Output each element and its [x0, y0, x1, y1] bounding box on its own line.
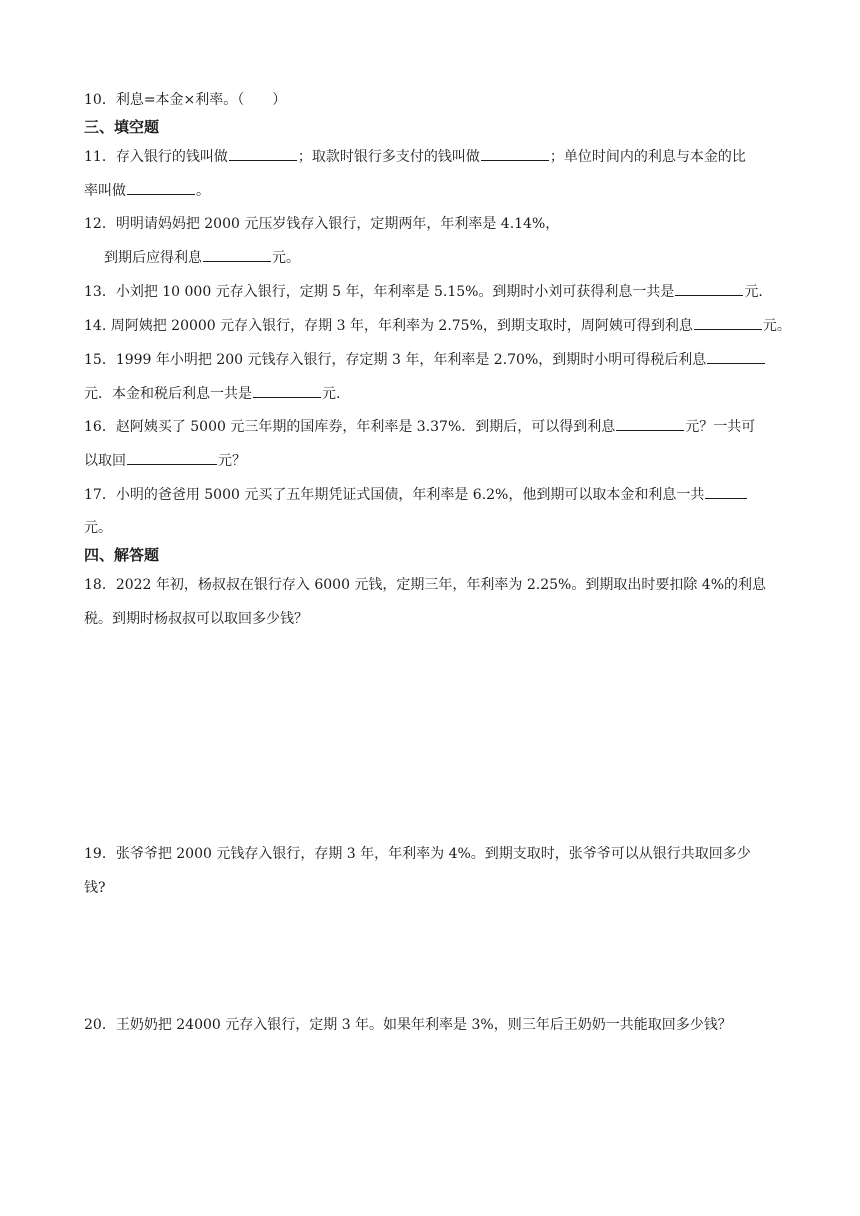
question-13-text-a: 13．小刘把 10 000 元存入银行，定期 5 年，年利率是 5.15%。到期时小刘可获得利息一共是	[84, 284, 675, 300]
question-17-line-2	[84, 518, 112, 538]
question-17-line-1	[84, 484, 748, 505]
question-16-text-a: 16．赵阿姨买了 5000 元三年期的国库券，年利率是 3.37%．到期后，可以得到利息	[84, 419, 616, 435]
question-17-text-b: 元。	[84, 520, 112, 536]
question-15-text-b: 元．本金和税后利息一共是	[84, 386, 252, 402]
question-19-text-b: 钱?	[84, 880, 106, 896]
question-15-line-2	[84, 383, 340, 404]
question-13	[84, 281, 763, 302]
question-11-text-b: ；取款时银行多支付的钱叫做	[297, 149, 480, 165]
question-18-line-2	[84, 609, 308, 629]
answer-blank[interactable]	[127, 450, 217, 465]
question-11-text-c: ；单位时间内的利息与本金的比	[549, 149, 746, 165]
question-11-line-1	[84, 146, 746, 167]
question-15-text-c: 元.	[322, 386, 341, 402]
answer-blank[interactable]	[694, 315, 762, 330]
question-14-text-b: 元。	[762, 318, 791, 334]
answer-blank[interactable]	[127, 180, 195, 195]
answer-blank[interactable]	[675, 281, 743, 296]
question-19-line-2	[84, 878, 106, 898]
question-11-text-e: 。	[196, 183, 210, 199]
question-14	[84, 315, 791, 336]
question-20-text-a: 20．王奶奶把 24000 元存入银行，定期 3 年。如果年利率是 3%，则三年后王奶奶一共能取回多少钱？	[84, 1017, 732, 1033]
question-11-line-2	[84, 180, 210, 201]
question-12-text-b: 到期后应得利息	[104, 250, 202, 266]
question-16-text-c: 以取回	[84, 453, 126, 469]
section-fill-in-heading: 三、填空题	[84, 118, 160, 136]
question-13-text-b: 元.	[744, 284, 763, 300]
answer-blank[interactable]	[253, 383, 321, 398]
question-16-line-2	[84, 450, 246, 471]
question-18-text-a: 18．2022 年初，杨叔叔在银行存入 6000 元钱，定期三年，年利率为 2.25%。到期取出时要扣除 4%的利息	[84, 577, 767, 593]
question-12-text-c: 元。	[272, 250, 300, 266]
answer-blank[interactable]	[229, 146, 297, 161]
section-solve-heading: 四、解答题	[84, 546, 160, 564]
question-11-text-a: 11．存入银行的钱叫做	[84, 149, 228, 165]
question-16-text-b: 元？一共可	[685, 419, 756, 435]
question-16-text-d: 元？	[218, 453, 246, 469]
question-19-line-1	[84, 844, 751, 864]
answer-blank[interactable]	[705, 484, 747, 499]
question-18-line-1	[84, 575, 766, 595]
question-10-text: 10．利息=本金×利率。（ ）	[84, 92, 287, 108]
question-19-answer-area[interactable]	[84, 905, 804, 1005]
question-14-text-a: 14. 周阿姨把 20000 元存入银行，存期 3 年，年利率为 2.75%，到期支取时，周阿姨可得到利息	[84, 318, 693, 334]
question-15-line-1	[84, 349, 766, 370]
question-18-answer-area[interactable]	[84, 640, 804, 810]
answer-blank[interactable]	[203, 247, 271, 262]
question-12-text-a: 12．明明请妈妈把 2000 元压岁钱存入银行，定期两年，年利率是 4.14%，	[84, 216, 560, 232]
question-11-text-d: 率叫做	[84, 183, 126, 199]
question-20-answer-area[interactable]	[84, 1045, 804, 1195]
question-17-text-a: 17．小明的爸爸用 5000 元买了五年期凭证式国债，年利率是 6.2%，他到期可以取本金和利息一共	[84, 487, 705, 503]
question-10	[84, 90, 286, 110]
question-19-text-a: 19．张爷爷把 2000 元钱存入银行，存期 3 年，年利率为 4%。到期支取时，张爷爷可以从银行共取回多少	[84, 846, 751, 862]
question-15-text-a: 15．1999 年小明把 200 元钱存入银行，存定期 3 年，年利率是 2.70%，到期时小明可得税后利息	[84, 352, 707, 368]
question-12-line-1	[84, 214, 559, 234]
answer-blank[interactable]	[707, 349, 765, 364]
question-16-line-1	[84, 416, 755, 437]
answer-blank[interactable]	[481, 146, 549, 161]
question-20-line-1	[84, 1015, 732, 1035]
question-18-text-b: 税。到期时杨叔叔可以取回多少钱？	[84, 611, 308, 627]
answer-blank[interactable]	[616, 416, 684, 431]
question-12-line-2	[104, 247, 300, 268]
